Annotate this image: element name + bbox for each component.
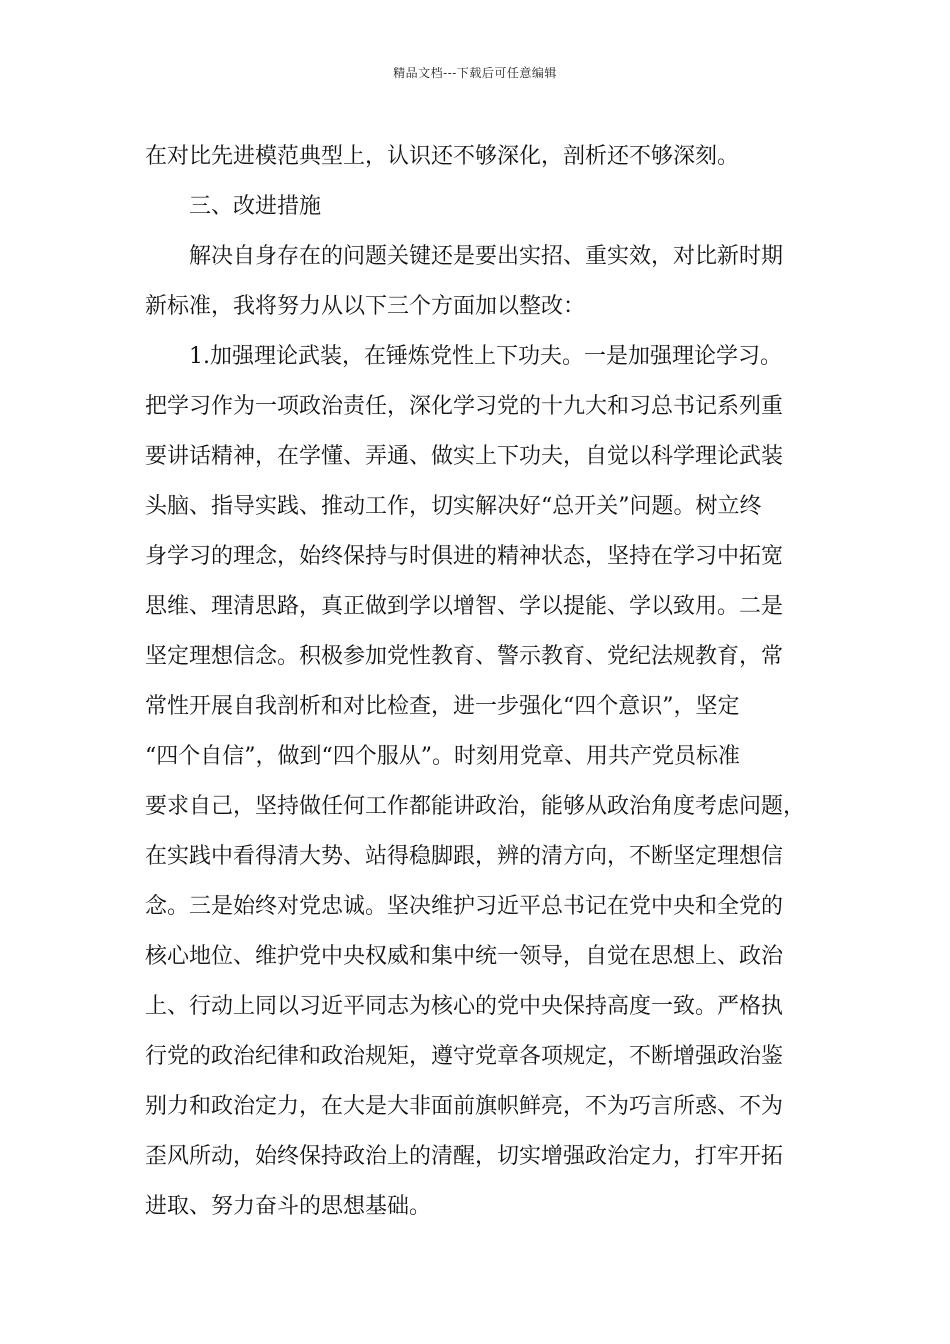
- page-header: 精品文档---下载后可任意编辑: [393, 66, 557, 80]
- body-line: 在对比先进模范典型上，认识还不够深化，剖析还不够深刻。: [145, 144, 740, 169]
- body-line: 行党的政治纪律和政治规矩，遵守党章各项规定，不断增强政治鉴: [145, 1044, 784, 1069]
- body-line: “四个自信”，做到“四个服从”。时刻用党章、用共产党员标准: [145, 744, 740, 769]
- body-line: 在实践中看得清大势、站得稳脚跟，辨的清方向，不断坚定理想信: [145, 844, 784, 869]
- body-line: 念。三是始终对党忠诚。坚决维护习近平总书记在党中央和全党的: [145, 894, 784, 919]
- body-line: 新标准，我将努力从以下三个方面加以整改：: [145, 294, 586, 319]
- body-line: 常性开展自我剖析和对比检查，进一步强化“四个意识”，坚定: [145, 694, 740, 719]
- body-line: 要求自己，坚持做任何工作都能讲政治，能够从政治角度考虑问题，: [145, 794, 806, 819]
- body-line: 思维、理清思路，真正做到学以增智、学以提能、学以致用。二是: [145, 594, 784, 619]
- body-line: 别力和政治定力，在大是大非面前旗帜鲜亮，不为巧言所惑、不为: [145, 1094, 784, 1119]
- body-line: 歪风所动，始终保持政治上的清醒，切实增强政治定力，打牢开拓: [145, 1144, 784, 1169]
- section-heading: 三、改进措施: [189, 194, 322, 219]
- body-line: 核心地位、维护党中央权威和集中统一领导，自觉在思想上、政治: [145, 944, 784, 969]
- body-line: 要讲话精神，在学懂、弄通、做实上下功夫，自觉以科学理论武装: [145, 444, 784, 469]
- body-line: 上、行动上同以习近平同志为核心的党中央保持高度一致。严格执: [145, 994, 784, 1019]
- document-body: [145, 132, 820, 1232]
- body-line: 解决自身存在的问题关键还是要出实招、重实效，对比新时期: [189, 244, 784, 269]
- body-line: 进取、努力奋斗的思想基础。: [145, 1194, 432, 1219]
- body-line: 身学习的理念，始终保持与时俱进的精神状态，坚持在学习中拓宽: [145, 544, 784, 569]
- body-line: 把学习作为一项政治责任，深化学习党的十九大和习总书记系列重: [145, 394, 784, 419]
- body-line: 1.加强理论武装，在锤炼党性上下功夫。一是加强理论学习。: [189, 344, 782, 369]
- body-line: 坚定理想信念。积极参加党性教育、警示教育、党纪法规教育，常: [145, 644, 784, 669]
- body-line: 头脑、指导实践、推动工作，切实解决好“总开关”问题。树立终: [145, 494, 762, 519]
